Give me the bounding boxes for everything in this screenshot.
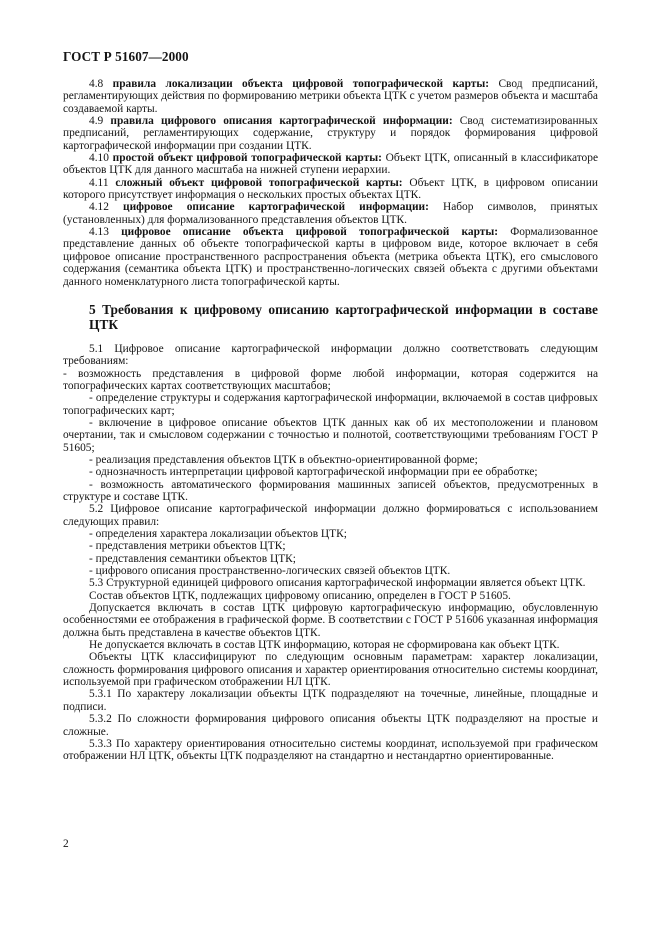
paragraph-5-3: 5.3 Структурной единицей цифрового описания картографической информации является объект ЦТК. — [89, 577, 586, 590]
list-item: - цифрового описания пространственно-логических связей объектов ЦТК. — [89, 565, 451, 578]
list-item: - представления семантики объектов ЦТК; — [89, 552, 296, 565]
section-5-title: 5 Требования к цифровому описанию картографической информации в составе ЦТК — [89, 301, 598, 332]
list-item: - возможность представления в цифровой форме любой информации, которая содержится на топографических картах соответствующих масштабов; — [63, 367, 598, 392]
list-item: - определения характера локализации объектов ЦТК; — [89, 528, 347, 540]
list-item: - возможность автоматического формирования машинных записей объектов, предусмотренных в структуре и составе ЦТК. — [63, 478, 598, 503]
definition-4-10: 4.10 простой объект цифровой топографической карты: Объект ЦТК, описанный в классификаторе объектов ЦТК для данного масштаба на нижней ступени иерархии. — [63, 152, 599, 177]
document-body — [63, 78, 598, 763]
definition-term: цифровое описание картографической информации: — [123, 201, 429, 214]
paragraph: Состав объектов ЦТК, подлежащих цифровому описанию, определен в ГОСТ Р 51605. — [89, 589, 511, 602]
paragraph-5-3-3: 5.3.3 По характеру ориентирования относительно системы координат, используемой при графическом отображении НЛ ЦТК, объекты ЦТК подразделяют на стандартно и нестандартно ориентированные. — [63, 737, 598, 763]
paragraph-5-3-2: 5.3.2 По сложности формирования цифрового описания объекты ЦТК подразделяют на простые и сложные. — [63, 713, 598, 738]
definition-term: цифровое описание объекта цифровой топографической карты: — [121, 226, 499, 239]
definition-term: правила цифрового описания картографической информации: — [110, 115, 453, 128]
paragraph-5-2: 5.2 Цифровое описание картографической информации должно формироваться с использованием следующих правил: — [63, 503, 598, 528]
list-item: - реализация представления объектов ЦТК в объектно-ориентированной форме; — [89, 453, 478, 466]
definition-4-13: 4.13 цифровое описание объекта цифровой топографической карты: Формализованное представление данных об объекте топографической карты в цифровом виде, которое включает в себя цифровое описание пространственного распространения объекта (метрика объекта ЦТК), его смыслового содержания (семантика объекта ЦТК) и пространственно-логических связей объекта с другими объектами данного номенклатурного листа топографической карты. — [63, 226, 598, 288]
definition-4-8: 4.8 правила локализации объекта цифровой топографической карты: Свод предписаний, регламентирующих действия по формированию метрики объекта ЦТК с учетом размеров объекта и масштаба создаваемой карты. — [63, 78, 598, 115]
paragraph-5-1: 5.1 Цифровое описание картографической информации должно соответствовать следующим требованиям: — [63, 342, 598, 368]
page-number: 2 — [63, 838, 69, 850]
list-item: - определение структуры и содержания картографической информации, включаемой в состав цифровых топографических карт; — [63, 392, 598, 417]
paragraph: Не допускается включать в состав ЦТК информацию, которая не сформирована как объект ЦТК. — [89, 639, 560, 652]
definition-4-11: 4.11 сложный объект цифровой топографической карты: Объект ЦТК, в цифровом описании которого присутствует информация о нескольких простых объектах ЦТК. — [63, 176, 598, 202]
definition-term: простой объект цифровой топографической карты: — [112, 152, 382, 165]
paragraph: Объекты ЦТК классифицируют по следующим основным параметрам: характер локализации, сложность формирования цифрового описания и характер ориентирования относительно системы координат, используемой при графическом отображении НЛ ЦТК. — [63, 651, 598, 689]
list-item: - представления метрики объектов ЦТК; — [89, 540, 286, 553]
paragraph-5-3-1: 5.3.1 По характеру локализации объекты ЦТК подразделяют на точечные, линейные, площадные и подписи. — [63, 688, 598, 713]
document-header: ГОСТ Р 51607—2000 — [63, 49, 189, 64]
definition-4-12: 4.12 цифровое описание картографической информации: Набор символов, принятых (установленных) для формализованного представления объектов ЦТК. — [63, 201, 598, 226]
paragraph: Допускается включать в состав ЦТК цифровую картографическую информацию, обусловленную особенностями ее отображения в графической форме. В соответствии с ГОСТ Р 51606 указанная информация должна быть представлена в качестве объектов ЦТК. — [63, 602, 598, 639]
definition-4-9: 4.9 правила цифрового описания картографической информации: Свод систематизированных предписаний, регламентирующих содержание, структуру и порядок формирования цифровой картографической информации при создании ЦТК. — [63, 115, 598, 152]
definition-term: правила локализации объекта цифровой топографической карты: — [112, 78, 490, 90]
list-item: - включение в цифровое описание объектов ЦТК данных как об их местоположении и плановом очертании, так и смысловом содержании с точностью и полнотой, соответствующими требованиям ГОСТ Р 51605; — [63, 416, 598, 454]
list-item: - однозначность интерпретации цифровой картографической информации при ее обработке; — [89, 466, 538, 479]
definition-term: сложный объект цифровой топографической карты: — [115, 176, 403, 189]
